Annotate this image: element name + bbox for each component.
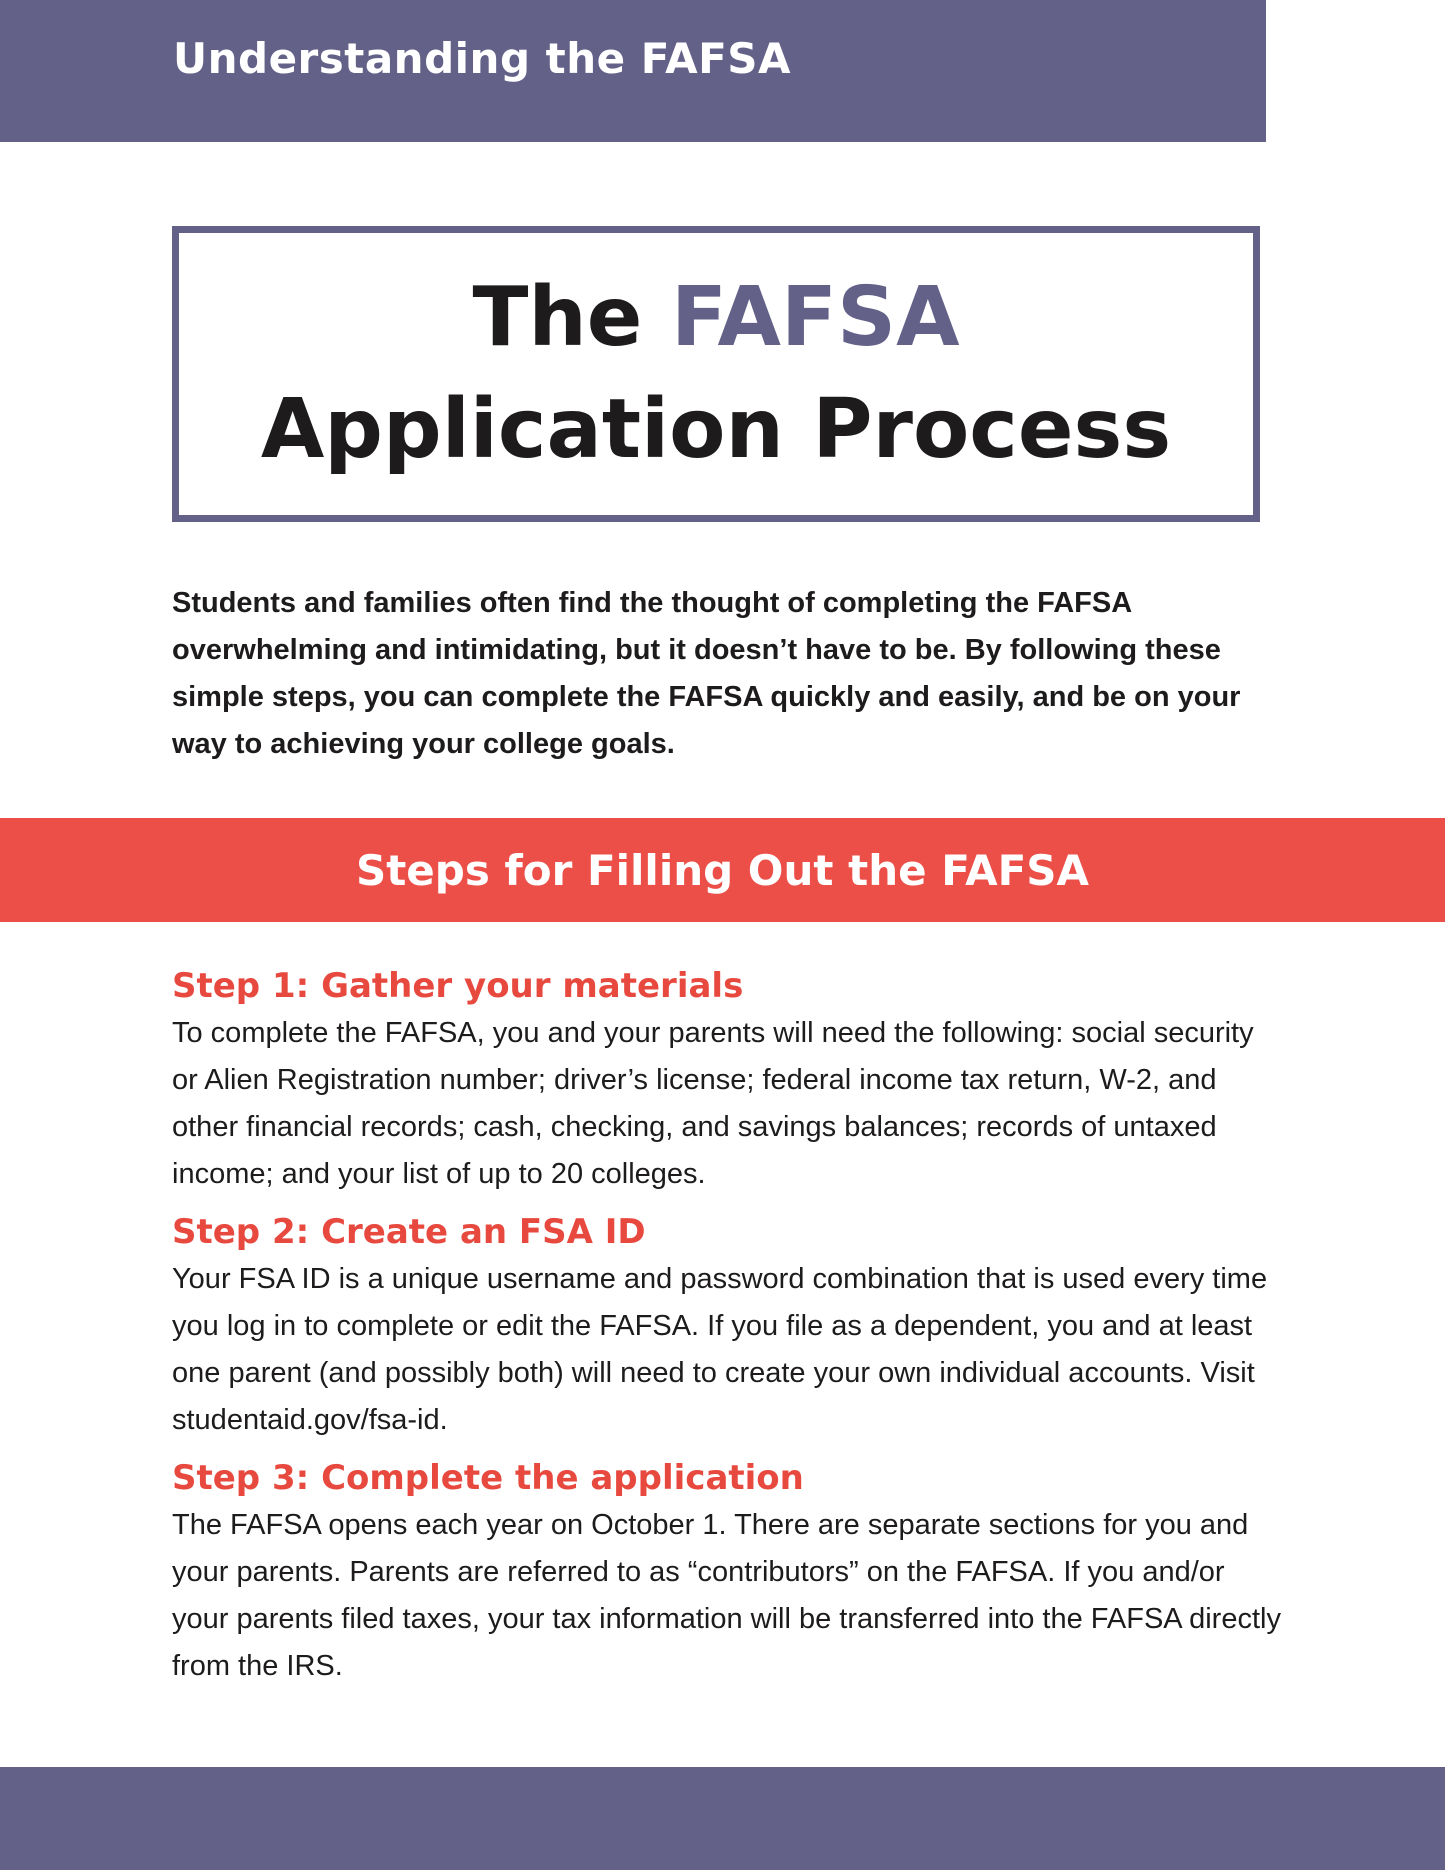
section-band bbox=[0, 818, 1445, 922]
step-2 bbox=[172, 1208, 1282, 1444]
step-1 bbox=[172, 962, 1282, 1198]
step-body: To complete the FAFSA, you and your parents will need the following: social security or Alien Registration number; driver’s license; federal income tax return, W-2, and other financial records; cash, checking, and savings balances; records of untaxed income; and your list of up to 20 colleges. bbox=[172, 1017, 1254, 1190]
title-line-2: Application Process bbox=[260, 382, 1172, 477]
step-3 bbox=[172, 1454, 1282, 1690]
title-plain: The bbox=[472, 270, 643, 365]
header-label: Understanding the FAFSA bbox=[173, 34, 792, 83]
header-band bbox=[0, 0, 1266, 142]
title-box bbox=[172, 226, 1260, 522]
step-body: Your FSA ID is a unique username and password combination that is used every time you log in to complete or edit the FAFSA. If you file as a dependent, you and at least one parent (and possibly both) will need to create your own individual accounts. Visit studentaid.gov/fsa-id. bbox=[172, 1263, 1268, 1436]
title-accent: FAFSA bbox=[670, 270, 960, 365]
step-title: Step 3: Complete the application bbox=[172, 1458, 804, 1498]
step-body: The FAFSA opens each year on October 1. There are separate sections for you and your parents. Parents are referred to as “contributors” on the FAFSA. If you and/or your parents filed taxes, your tax information will be transferred into the FAFSA directly from the IRS. bbox=[172, 1509, 1281, 1682]
footer-band bbox=[0, 1767, 1445, 1870]
step-title: Step 2: Create an FSA ID bbox=[172, 1212, 646, 1252]
steps-list bbox=[172, 962, 1282, 1700]
step-title: Step 1: Gather your materials bbox=[172, 966, 744, 1006]
section-heading: Steps for Filling Out the FAFSA bbox=[355, 845, 1090, 895]
intro-paragraph: Students and families often find the thought of completing the FAFSA overwhelming and intimidating, but it doesn’t have to be. By following these simple steps, you can complete the FAFSA quickly and easily, and be on your way to achieving your college goals. bbox=[172, 587, 1241, 760]
title-line-1 bbox=[472, 262, 959, 374]
